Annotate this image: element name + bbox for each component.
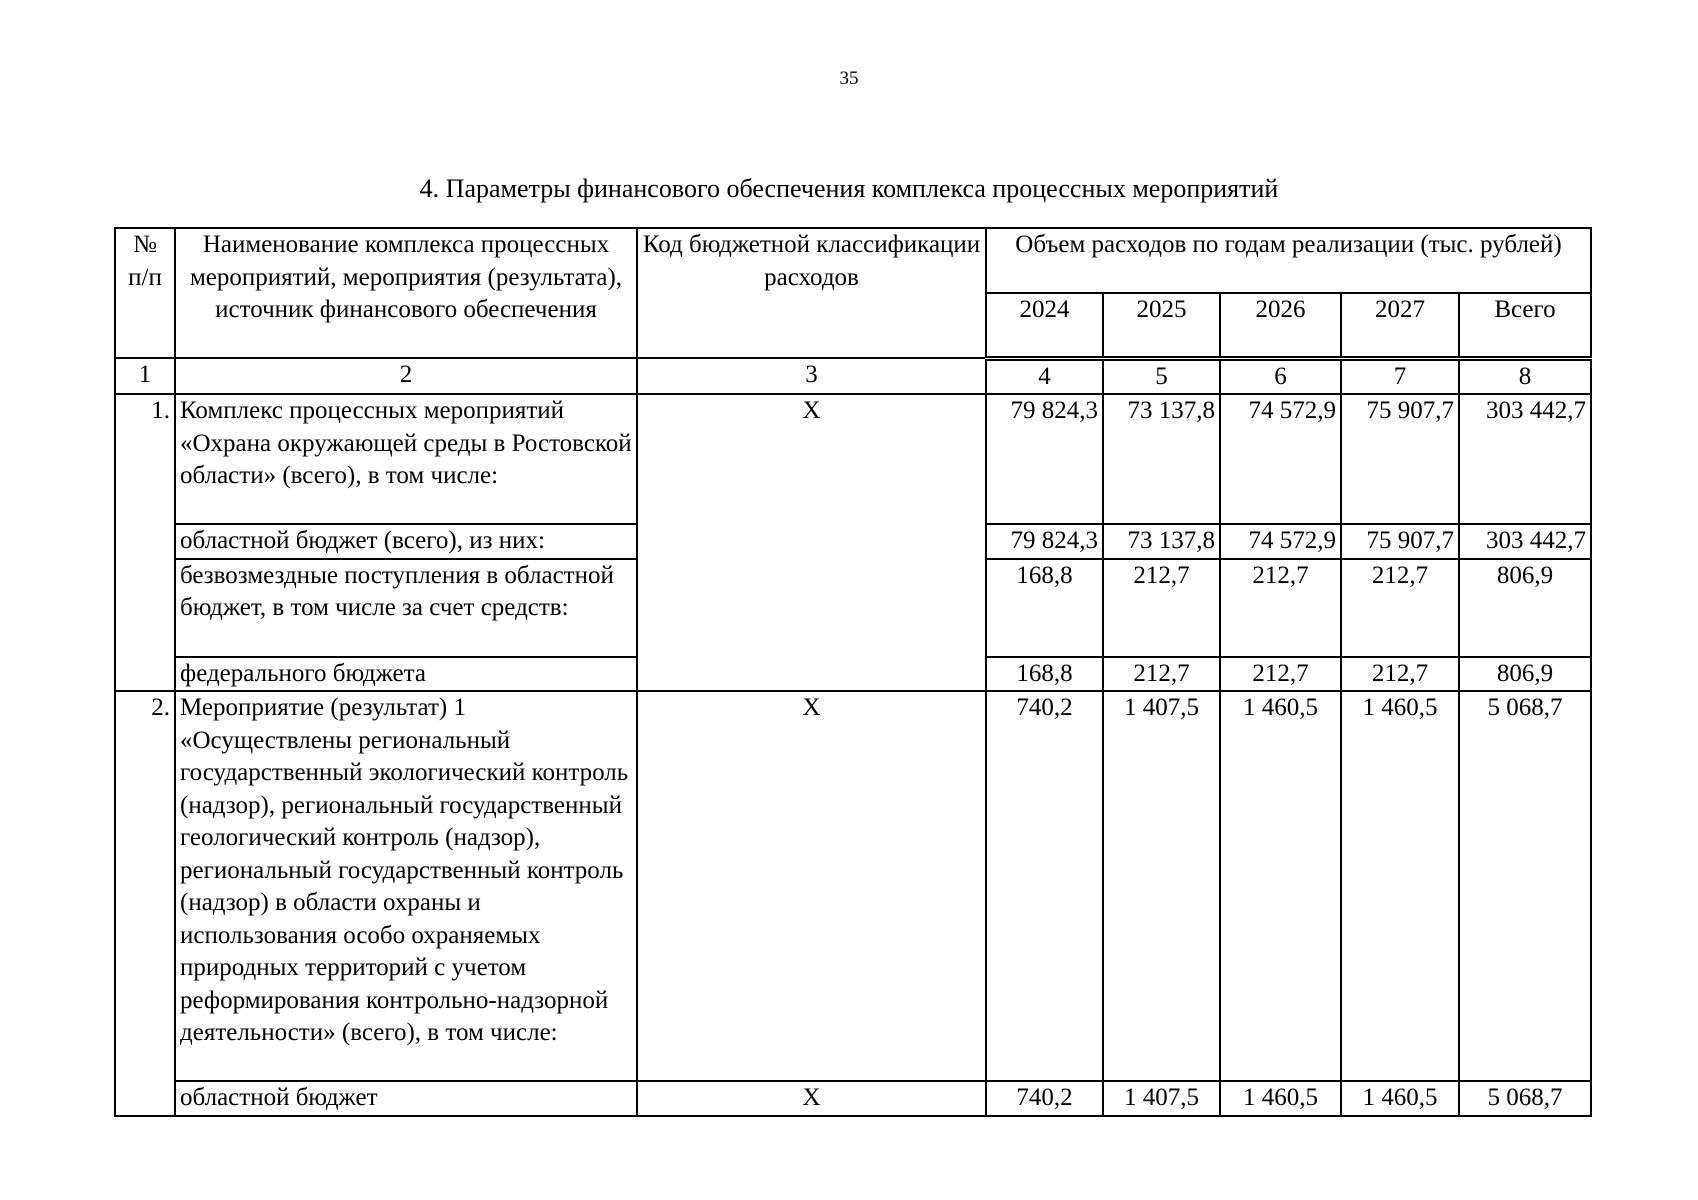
row-value-2024: 168,8 (986, 559, 1103, 657)
table-row (115, 524, 1591, 559)
financing-table (114, 227, 1592, 1117)
row-value-2025: 212,7 (1103, 559, 1220, 657)
table-title: 4. Параметры финансового обеспечения комплекса процессных мероприятий (419, 174, 1279, 203)
row-value-2026: 212,7 (1220, 559, 1341, 657)
row-value-2027: 75 907,7 (1341, 394, 1459, 524)
header-volume: Объем расходов по годам реализации (тыс. рублей) (986, 228, 1591, 293)
row-value-2025: 73 137,8 (1103, 394, 1220, 524)
row-value-2024: 740,2 (986, 691, 1103, 1081)
row-value-2027: 75 907,7 (1341, 524, 1459, 559)
row-value-2026: 1 460,5 (1220, 1081, 1341, 1116)
row-code: X (637, 1081, 986, 1116)
row-value-2026: 212,7 (1220, 657, 1341, 692)
row-num: 2. (115, 691, 175, 1081)
row-value-total: 303 442,7 (1459, 524, 1591, 559)
table-row (115, 559, 1591, 657)
row-value-2027: 1 460,5 (1341, 691, 1459, 1081)
header-num: № п/п (115, 228, 175, 358)
table-row (115, 657, 1591, 692)
row-value-2026: 74 572,9 (1220, 524, 1341, 559)
header-year-2027: 2027 (1341, 293, 1459, 358)
header-code: Код бюджетной классификации расходов (637, 228, 986, 358)
row-value-2027: 212,7 (1341, 559, 1459, 657)
row-value-2025: 1 407,5 (1103, 1081, 1220, 1116)
row-value-2025: 1 407,5 (1103, 691, 1220, 1081)
row-value-2027: 212,7 (1341, 657, 1459, 692)
header-year-2026: 2026 (1220, 293, 1341, 358)
table-row (115, 394, 1591, 524)
row-name: областной бюджет (всего), из них: (175, 524, 637, 559)
row-code: X (637, 394, 986, 524)
table-row (115, 691, 1591, 1081)
row-name: Комплекс процессных мероприятий «Охрана окружающей среды в Ростовской области» (всего), в том числе: (175, 394, 637, 524)
col-number: 1 (115, 358, 175, 394)
page-number: 35 (839, 68, 859, 89)
row-value-2027: 1 460,5 (1341, 1081, 1459, 1116)
col-number: 5 (1103, 358, 1220, 394)
row-value-total: 5 068,7 (1459, 691, 1591, 1081)
row-value-2024: 79 824,3 (986, 394, 1103, 524)
row-code: X (637, 691, 986, 1081)
header-year-2025: 2025 (1103, 293, 1220, 358)
col-number: 3 (637, 358, 986, 394)
row-name: Мероприятие (результат) 1 «Осуществлены региональный государственный экологический контроль (надзор), региональный государственный геологический контроль (надзор), региональный государственный контроль (надзор) в области охраны и использования особо охраняемых природных территорий с учетом реформирования контрольно-надзорной деятельности» (всего), в том числе: (175, 691, 637, 1081)
row-value-total: 806,9 (1459, 657, 1591, 692)
col-number: 8 (1459, 358, 1591, 394)
row-value-2024: 168,8 (986, 657, 1103, 692)
row-value-2024: 740,2 (986, 1081, 1103, 1116)
row-num: 1. (115, 394, 175, 524)
row-value-2025: 212,7 (1103, 657, 1220, 692)
header-year-2024: 2024 (986, 293, 1103, 358)
row-value-total: 806,9 (1459, 559, 1591, 657)
row-value-total: 5 068,7 (1459, 1081, 1591, 1116)
row-name: областной бюджет (175, 1081, 637, 1116)
row-value-2026: 74 572,9 (1220, 394, 1341, 524)
col-number: 4 (986, 358, 1103, 394)
col-number: 2 (175, 358, 637, 394)
row-value-2024: 79 824,3 (986, 524, 1103, 559)
row-value-2025: 73 137,8 (1103, 524, 1220, 559)
col-number: 7 (1341, 358, 1459, 394)
row-value-2026: 1 460,5 (1220, 691, 1341, 1081)
col-number: 6 (1220, 358, 1341, 394)
table-row (115, 1081, 1591, 1116)
row-name: федерального бюджета (175, 657, 637, 692)
header-total: Всего (1459, 293, 1591, 358)
row-name: безвозмездные поступления в областной бюджет, в том числе за счет средств: (175, 559, 637, 657)
row-value-total: 303 442,7 (1459, 394, 1591, 524)
header-name: Наименование комплекса процессных мероприятий, мероприятия (результата), источник финансового обеспечения (175, 228, 637, 358)
